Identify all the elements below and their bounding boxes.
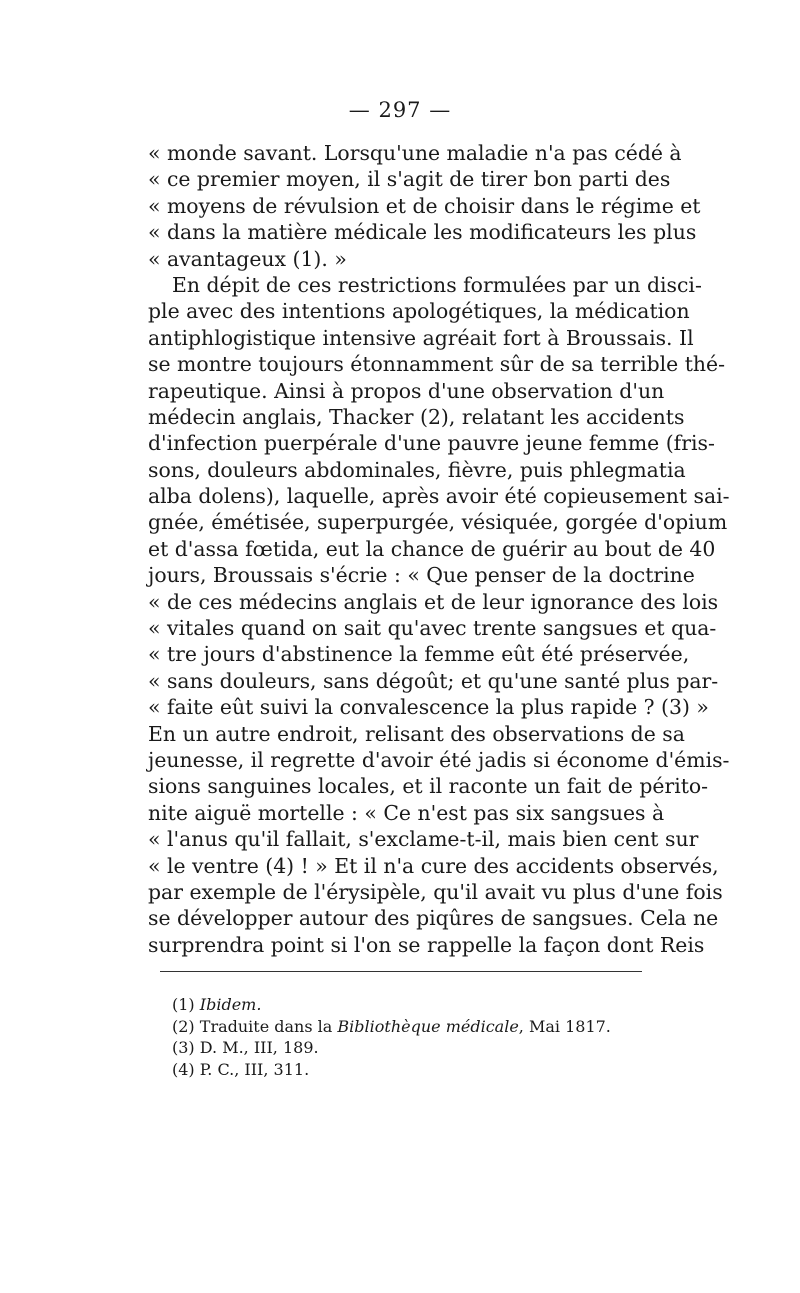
text-line: jeunesse, il regrette d'avoir été jadis si économe d'émis- bbox=[148, 747, 730, 772]
text-line: « moyens de révulsion et de choisir dans le régime et bbox=[148, 193, 701, 218]
text-line: En un autre endroit, relisant des observations de sa bbox=[148, 721, 685, 746]
text-line: ple avec des intentions apologétiques, la médication bbox=[148, 299, 690, 324]
footnote-mark: (2) bbox=[172, 1016, 195, 1036]
text-line: antiphlogistique intensive agréait fort à Broussais. Il bbox=[148, 325, 694, 350]
text-line: En dépit de ces restrictions formulées par un disci- bbox=[172, 272, 702, 297]
text-line: gnée, émétisée, superpurgée, vésiquée, gorgée d'opium bbox=[148, 510, 728, 535]
text-line: se développer autour des piqûres de sangsues. Cela ne bbox=[148, 906, 719, 931]
footnote-mark: (4) bbox=[172, 1059, 195, 1079]
text-line: « sans douleurs, sans dégoût; et qu'une santé plus par- bbox=[148, 668, 719, 693]
text-line: par exemple de l'érysipèle, qu'il avait vu plus d'une fois bbox=[148, 879, 723, 904]
text-line: « le ventre (4) ! » Et il n'a cure des accidents observés, bbox=[148, 853, 719, 878]
text-line: « vitales quand on sait qu'avec trente sangsues et qua- bbox=[148, 616, 717, 641]
footnote-mark: (1) bbox=[172, 995, 195, 1014]
text-line: sions sanguines locales, et il raconte un fait de périto- bbox=[148, 774, 709, 799]
text-line: « de ces médecins anglais et de leur ignorance des lois bbox=[148, 589, 719, 614]
text-line: jours, Broussais s'écrie : « Que penser de la doctrine bbox=[148, 563, 695, 588]
footnote-1 bbox=[172, 994, 611, 1016]
text-line: « ce premier moyen, il s'agit de tirer bon parti des bbox=[148, 167, 671, 192]
text-line: rapeutique. Ainsi à propos d'une observation d'un bbox=[148, 378, 665, 403]
footnote-text: P. C., III, 311. bbox=[199, 1059, 310, 1079]
text-line: sons, douleurs abdominales, fièvre, puis phlegmatia bbox=[148, 457, 686, 482]
text-line: « l'anus qu'il fallait, s'exclame-t-il, mais bien cent sur bbox=[148, 827, 699, 852]
page-number: — 297 — bbox=[348, 98, 452, 122]
footnote-text: D. M., III, 189. bbox=[199, 1038, 319, 1057]
text-line: se montre toujours étonnamment sûr de sa terrible thé- bbox=[148, 352, 725, 377]
body-text bbox=[148, 140, 730, 958]
footnote-2 bbox=[172, 1016, 611, 1038]
text-line: « monde savant. Lorsqu'une maladie n'a pas cédé à bbox=[148, 141, 682, 165]
footnote-4 bbox=[172, 1059, 611, 1081]
text-line: médecin anglais, Thacker (2), relatant les accidents bbox=[148, 404, 685, 429]
footnote-text: Traduite dans la bbox=[199, 1016, 333, 1036]
footnote-text: , Mai 1817. bbox=[518, 1016, 611, 1036]
footnote-separator bbox=[160, 971, 642, 972]
text-line: « tre jours d'abstinence la femme eût été préservée, bbox=[148, 642, 690, 667]
footnote-title: Bibliothèque médicale bbox=[337, 1016, 519, 1036]
text-line: nite aiguë mortelle : « Ce n'est pas six sangsues à bbox=[148, 800, 665, 825]
footnotes bbox=[172, 994, 611, 1080]
text-line: surprendra point si l'on se rappelle la façon dont Reis bbox=[148, 932, 705, 957]
footnote-3 bbox=[172, 1037, 611, 1059]
footnote-mark: (3) bbox=[172, 1038, 195, 1057]
text-line: « avantageux (1). » bbox=[148, 246, 347, 271]
text-line: « faite eût suivi la convalescence la plus rapide ? (3) » bbox=[148, 695, 709, 720]
footnote-text: Ibidem. bbox=[199, 995, 262, 1014]
text-line: et d'assa fœtida, eut la chance de guérir au bout de 40 bbox=[148, 536, 716, 561]
text-line: alba dolens), laquelle, après avoir été copieusement sai- bbox=[148, 484, 730, 509]
text-line: « dans la matière médicale les modificateurs les plus bbox=[148, 220, 697, 245]
text-line: d'infection puerpérale d'une pauvre jeune femme (fris- bbox=[148, 431, 715, 456]
